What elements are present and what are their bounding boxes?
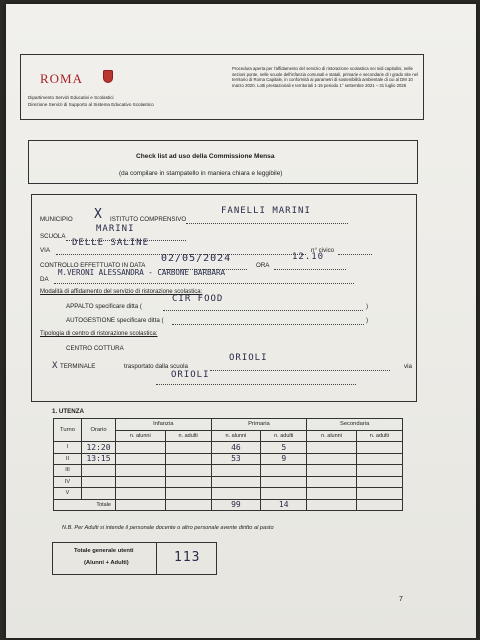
municipio-value: X <box>94 207 103 222</box>
procedure-text: Procedura aperta per l'affidamento del servizio di ristorazione scolastica nei nidi capitolini, nelle sezioni ponte, nelle scuole dell'infanzia comunali e statali, primarie e secondarie di I grado site nel territorio di Roma Capitale, in conformità ai parametri di sostenibilità ambientale di cui al DM 10 marzo 2020. Lotti prestazionali e territoriali 1-15 periodo 1° settembre 2021 – 31 luglio 2026 <box>232 66 418 88</box>
trasportato-value-2: ORIOLI <box>171 370 210 380</box>
table-row <box>54 453 403 465</box>
da-value: M.VERONI ALESSANDRA - CARBONE BARBARA <box>58 268 226 277</box>
page-number: 7 <box>399 596 403 603</box>
roma-logo-text: ROMA <box>40 71 84 86</box>
scuola-label: SCUOLA <box>40 233 66 240</box>
civico-label: n° civico <box>311 247 335 254</box>
orario-cell: 12:20 <box>82 442 116 454</box>
turno-cell: IV <box>54 476 82 488</box>
istituto-value: FANELLI MARINI <box>221 206 311 216</box>
turno-cell: I <box>54 442 82 454</box>
group-primaria: Primaria <box>211 419 307 431</box>
pri-adulti-cell <box>261 476 307 488</box>
turno-cell: II <box>54 453 82 465</box>
pri-adulti-cell <box>261 465 307 477</box>
totale-generale-label-1: Totale generale utenti <box>74 548 134 554</box>
orario-cell: 13:15 <box>82 453 116 465</box>
totale-generale-value: 113 <box>174 550 201 565</box>
pri-adulti-cell: 9 <box>261 453 307 465</box>
inf-alunni-cell <box>116 453 166 465</box>
inf-adulti-cell <box>165 488 211 500</box>
inf-adulti-cell <box>165 476 211 488</box>
col-turno: Turno <box>54 419 82 442</box>
totale-label: Totale <box>54 499 116 511</box>
sec-alunni-cell <box>307 453 357 465</box>
trasportato-value: ORIOLI <box>229 353 268 363</box>
istituto-label: ISTITUTO COMPRENSIVO <box>110 216 187 223</box>
appalto-label: APPALTO specificare ditta ( <box>66 303 142 310</box>
table-row <box>54 465 403 477</box>
autogestione-close-paren: ) <box>366 317 369 324</box>
table-row <box>54 488 403 500</box>
sub-alunni: n. alunni <box>307 430 357 442</box>
via-label: VIA <box>40 247 50 254</box>
inf-adulti-cell <box>165 453 211 465</box>
totale-row <box>54 499 403 511</box>
modalita-label: Modalità di affidamento del servizio di ristorazione scolastica: <box>40 289 203 295</box>
dept-line-1: Dipartimento Servizi Educativi e Scolastici <box>28 95 114 100</box>
roma-crest-icon <box>103 70 113 83</box>
totale-sec-alunni <box>307 499 357 511</box>
totale-inf-adulti <box>165 499 211 511</box>
ora-label: ORA <box>256 262 270 269</box>
via-end-label: via <box>404 363 412 370</box>
sec-adulti-cell <box>356 442 402 454</box>
totale-generale-label-2: (Alunni + Adulti) <box>84 560 129 566</box>
inf-adulti-cell <box>165 465 211 477</box>
totale-pri-alunni: 99 <box>211 499 261 511</box>
pri-alunni-cell <box>211 488 261 500</box>
inf-alunni-cell <box>116 476 166 488</box>
totale-sec-adulti <box>356 499 402 511</box>
inf-adulti-cell <box>165 442 211 454</box>
terminale-label: TERMINALE <box>60 363 96 370</box>
appalto-value: CIR FOOD <box>172 294 224 304</box>
pri-alunni-cell: 46 <box>211 442 261 454</box>
checklist-title: Check list ad uso della Commissione Mensa <box>136 153 275 160</box>
scuola-value: MARINI <box>96 224 135 234</box>
pri-adulti-cell: 5 <box>261 442 307 454</box>
orario-cell <box>82 476 116 488</box>
pri-adulti-cell <box>261 488 307 500</box>
controllo-label: CONTROLLO EFFETTUATO IN DATA <box>40 262 146 269</box>
tipologia-label: Tipologia di centro di ristorazione scolastica: <box>40 331 158 337</box>
appalto-close-paren: ) <box>366 303 369 310</box>
municipio-label: MUNICIPIO <box>40 216 73 223</box>
sub-adulti: n. adulti <box>261 430 307 442</box>
sub-adulti: n. adulti <box>356 430 402 442</box>
utenza-table <box>53 418 403 511</box>
sub-alunni: n. alunni <box>116 430 166 442</box>
utenza-note: N.B. Per Adulti si intende il personale docente o altro personale avente diritto al pasto <box>62 525 274 531</box>
da-label: DA <box>40 276 49 283</box>
centro-cottura-label: CENTRO COTTURA <box>66 345 124 352</box>
autogestione-label: AUTOGESTIONE specificare ditta ( <box>66 317 164 324</box>
via-value: DELLE SALINE <box>72 238 150 248</box>
group-secondaria: Secondaria <box>307 419 403 431</box>
sec-alunni-cell <box>307 488 357 500</box>
sec-alunni-cell <box>307 465 357 477</box>
turno-cell: V <box>54 488 82 500</box>
trasportato-label: trasportato dalla scuola <box>124 363 188 370</box>
sub-adulti: n. adulti <box>165 430 211 442</box>
orario-cell <box>82 488 116 500</box>
inf-alunni-cell <box>116 442 166 454</box>
table-row <box>54 442 403 454</box>
sec-alunni-cell <box>307 476 357 488</box>
inf-alunni-cell <box>116 465 166 477</box>
checklist-subtitle: (da compilare in stampatello in maniera chiara e leggibile) <box>119 170 283 177</box>
orario-cell <box>82 465 116 477</box>
ora-value: 12.10 <box>292 252 325 262</box>
group-infanzia: Infanzia <box>116 419 212 431</box>
pri-alunni-cell <box>211 465 261 477</box>
terminale-mark: X <box>52 361 59 371</box>
sub-alunni: n. alunni <box>211 430 261 442</box>
sec-adulti-cell <box>356 488 402 500</box>
utenza-section-title: 1. UTENZA <box>52 408 84 415</box>
pri-alunni-cell: 53 <box>211 453 261 465</box>
col-orario: Orario <box>82 419 116 442</box>
dept-line-2: Direzione Servizi di Supporto al Sistema Educativo Scolastico <box>28 102 154 107</box>
sec-alunni-cell <box>307 442 357 454</box>
totale-pri-adulti: 14 <box>261 499 307 511</box>
turno-cell: III <box>54 465 82 477</box>
sec-adulti-cell <box>356 453 402 465</box>
totale-inf-alunni <box>116 499 166 511</box>
pri-alunni-cell <box>211 476 261 488</box>
controllo-value: 02/05/2024 <box>161 253 232 264</box>
sec-adulti-cell <box>356 476 402 488</box>
inf-alunni-cell <box>116 488 166 500</box>
sec-adulti-cell <box>356 465 402 477</box>
document-page <box>6 4 476 638</box>
totale-generale-divider <box>156 542 157 575</box>
table-row <box>54 476 403 488</box>
